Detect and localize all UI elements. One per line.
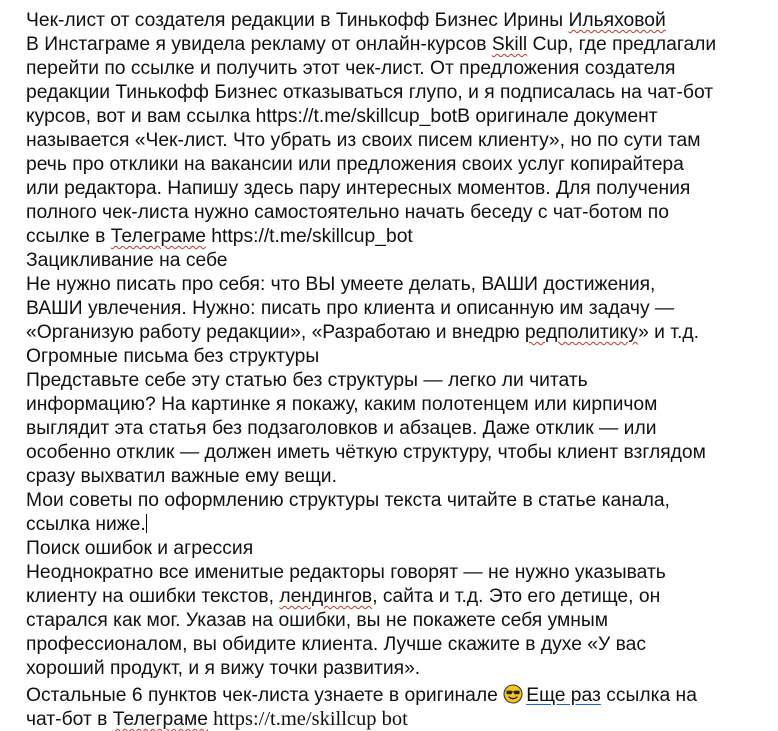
paragraph-line: информацию? На картинке я покажу, каким полотенцем или кирпичом [26, 394, 658, 415]
paragraph-line: сразу выхватил важные ему вещи. [26, 466, 337, 487]
paragraph-line: или редактора. Напишу здесь пару интересных моментов. Для получения [26, 178, 691, 199]
paragraph-line: Представьте себе эту статью без структуры — легко ли читать [26, 370, 588, 391]
paragraph-line: называется «Чек-лист. Что убрать из своих писем клиенту», но по сути там [26, 130, 701, 151]
paragraph-line: В Инстаграме я увидела рекламу от онлайн-курсов Skill Cup, где предлагали [26, 34, 717, 55]
footer-line: Остальные 6 пунктов чек-листа узнаете в оригинале Еще раз ссылка на [26, 684, 697, 710]
paragraph-line: ссылке в Телеграме https://t.me/skillcup_bot [26, 226, 413, 247]
sunglasses-emoji-icon [503, 684, 523, 710]
paragraph-line: выглядит эта статья без подзаголовков и абзацев. Даже отклик — или [26, 418, 657, 439]
paragraph-line: речь про отклики на вакансии или предложения своих услуг копирайтера [26, 154, 684, 175]
title-surname: Ильяховой [568, 10, 666, 31]
paragraph-line: клиенту на ошибки текстов, лендингов, сайта и т.д. Это его детище, он [26, 586, 661, 607]
paragraph-line: «Организую работу редакции», «Разработаю и внедрю редполитику» и т.д. [26, 322, 699, 343]
paragraph-line: хороший продукт, и я вижу точки развития». [26, 658, 421, 679]
paragraph-line: перейти по ссылке и получить этот чек-лист. От предложения создателя [26, 58, 676, 79]
paragraph-line: ссылка ниже. [26, 514, 146, 535]
chatbot-link[interactable]: Еще раз [503, 685, 601, 706]
misspelled-word: редполитику [524, 322, 639, 343]
bot-url[interactable]: https://t.me/skillcup bot [207, 708, 408, 730]
paragraph-line: Мои советы по оформлению структуры текста читайте в статье канала, [26, 490, 670, 511]
footer-line: чат-бот в Телеграме https://t.me/skillcup bot [26, 708, 408, 730]
misspelled-word: Телеграме [110, 226, 206, 247]
text-cursor [146, 514, 147, 533]
paragraph-line: ВАШИ увлечения. Нужно: писать про клиента и описанную им задачу — [26, 298, 675, 319]
misspelled-word: Skill [491, 34, 528, 55]
paragraph-line: курсов, вот и вам ссылка https://t.me/skillcup_botВ оригинале документ [26, 106, 658, 127]
paragraph-line: Не нужно писать про себя: что ВЫ умеете делать, ВАШИ достижения, [26, 274, 656, 295]
section-heading: Поиск ошибок и агрессия [26, 538, 254, 559]
paragraph-line: старался как мог. Указав на ошибки, вы не покажете себя умным [26, 610, 609, 631]
section-heading: Зацикливание на себе [26, 250, 228, 271]
paragraph-line: профессионалом, вы обидите клиента. Лучше скажите в духе «У вас [26, 634, 646, 655]
paragraph-line: редакции Тинькофф Бизнес отказываться глупо, и я подписалась на чат-бот [26, 82, 714, 103]
document-title [26, 10, 666, 32]
paragraph-line: особенно отклик — должен иметь чёткую структуру, чтобы клиент взглядом [26, 442, 706, 463]
misspelled-word: Телеграме [112, 709, 208, 730]
misspelled-word: лендингов [279, 586, 373, 607]
title-text: Чек-лист от создателя редакции в Тинькофф Бизнес Ирины [26, 10, 569, 31]
paragraph-line: полного чек-листа нужно самостоятельно начать беседу с чат-ботом по [26, 202, 669, 223]
section-heading: Огромные письма без структуры [26, 346, 320, 367]
paragraph-line: Неоднократно все именитые редакторы говорят — не нужно указывать [26, 562, 666, 583]
